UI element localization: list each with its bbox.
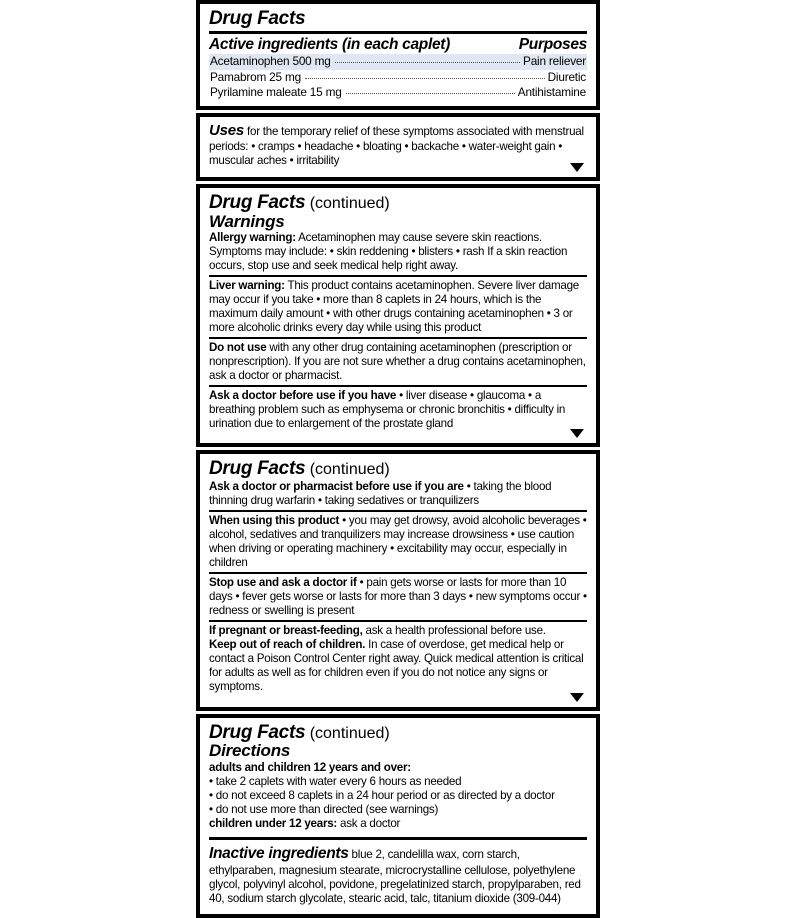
liver-warning-section [209, 275, 587, 337]
children-text: ask a doctor [337, 816, 401, 830]
ingredient-name: Pyrilamine maleate 15 mg [210, 85, 342, 100]
active-ingredients-column-header: Active ingredients (in each caplet) [209, 35, 451, 53]
liver-warning-heading: Liver warning: [209, 279, 285, 293]
drug-facts-title: Drug Facts [209, 8, 306, 29]
stop-use-section [209, 572, 587, 620]
panel-active-ingredients [196, 0, 600, 110]
inactive-ingredients-label: Inactive ingredients [209, 844, 349, 862]
overdose-text: In case of overdose, get medical help or contact a Poison Control Center right away. Quick medical attention is critical for adults as well as for children even if you do not notice any signs or symptoms. [209, 638, 584, 694]
directions-adults-heading: adults and children 12 years and over: [209, 760, 411, 774]
inactive-ingredients-text: blue 2, candelilla wax, corn starch, ethylparaben, magnesium stearate, microcrystalline cellulose, polyethylene glycol, polyvinyl alcohol, povidone, pregelatinized starch, propylparaben, red 40, sodium starch glycolate, stearic acid, talc, titanium dioxide (309-044) [209, 847, 581, 905]
ingredient-purpose: Antihistamine [517, 85, 586, 100]
purposes-column-header: Purposes [518, 35, 587, 53]
ask-doctor-pharmacist-section [209, 479, 587, 510]
pregnant-heading: If pregnant or breast-feeding, [209, 624, 363, 638]
drug-facts-title-text: Drug Facts [209, 191, 306, 213]
panel-warnings-continued [196, 450, 600, 710]
do-not-use-heading: Do not use [209, 341, 267, 355]
warnings-heading: Warnings [209, 211, 285, 231]
allergy-warning-text: Acetaminophen may cause severe skin reactions. Symptoms may include: • skin reddening • blisters • rash If a skin reaction occurs, stop use and seek medical help right away. [209, 231, 568, 273]
leader-dots [346, 93, 515, 94]
when-using-product-heading: When using this product [209, 514, 340, 528]
continued-suffix: (continued) [305, 461, 390, 479]
continued-suffix: (continued) [305, 194, 390, 212]
panel-directions [196, 714, 600, 918]
ingredient-purpose: Diuretic [547, 69, 586, 84]
leader-dots [305, 78, 545, 79]
directions-block [209, 761, 587, 831]
panel-uses [196, 113, 600, 181]
continues-arrow-icon [570, 693, 584, 702]
ask-doctor-heading: Ask a doctor before use if you have [209, 389, 397, 403]
directions-children [209, 817, 587, 831]
drug-facts-title-continued [209, 459, 587, 479]
table-row [209, 54, 587, 70]
directions-bullet: • take 2 caplets with water every 6 hours as needed [209, 774, 462, 788]
when-using-product-text: • you may get drowsy, avoid alcoholic beverages • alcohol, sedatives and tranquilizers may increase drowsiness • use caution when driving or operating machinery • excitability may occur, especially in children [209, 514, 587, 570]
drug-facts-label [196, 0, 600, 905]
drug-facts-title-text: Drug Facts [209, 721, 306, 743]
directions-bullet: • do not exceed 8 caplets in a 24 hour period or as directed by a doctor [209, 788, 555, 802]
uses-text: for the temporary relief of these symptoms associated with menstrual periods: • cramps • headache • bloating • backache • water-weight gain • muscular aches • irritability [209, 124, 584, 167]
ask-doctor-text: • liver disease • glaucoma • a breathing problem such as emphysema or chronic bronchitis • difficulty in urination due to enlargement of the prostate gland [209, 389, 566, 431]
children-heading: children under 12 years: [209, 816, 338, 830]
active-ingredients-header [209, 36, 587, 54]
directions-bullet: • do not use more than directed (see warnings) [209, 802, 439, 816]
keep-out-of-reach-heading: Keep out of reach of children. [209, 638, 366, 652]
inactive-ingredients-rule [209, 837, 587, 840]
drug-facts-title-text: Drug Facts [209, 458, 306, 480]
uses-label: Uses [209, 121, 245, 139]
when-using-product-section [209, 510, 587, 572]
leader-dots [335, 62, 520, 63]
ingredient-name: Pamabrom 25 mg [210, 69, 301, 84]
ask-doctor-pharmacist-heading: Ask a doctor or pharmacist before use if you are [209, 480, 464, 494]
allergy-warning-heading: Allergy warning: [209, 231, 296, 245]
ingredient-purpose: Pain reliever [523, 53, 586, 68]
ingredient-name: Acetaminophen 500 mg [210, 53, 331, 68]
ask-doctor-before-use-section [209, 385, 587, 433]
allergy-warning-section [209, 231, 587, 275]
pregnant-text: ask a health professional before use. [362, 624, 546, 638]
inactive-ingredients-block [209, 845, 587, 906]
drug-facts-title-continued [209, 723, 587, 743]
table-row [209, 85, 587, 101]
continues-arrow-icon [570, 429, 584, 438]
continued-suffix: (continued) [305, 724, 390, 742]
stop-use-text: • pain gets worse or lasts for more than 10 days • fever gets worse or lasts for more than 3 days • new symptoms occur • redness or swelling is present [209, 576, 587, 618]
title-rule [209, 31, 587, 34]
do-not-use-section [209, 337, 587, 385]
drug-facts-title-continued [209, 193, 587, 213]
liver-warning-text: This product contains acetaminophen. Severe liver damage may occur if you take • more than 8 caplets in 24 hours, which is the maximum daily amount • with other drugs containing acetaminophen • 3 or more alcoholic drinks every day while using this product [209, 279, 579, 335]
panel-warnings [196, 184, 600, 448]
table-row [209, 70, 587, 86]
pregnancy-overdose-section [209, 620, 587, 696]
do-not-use-text: with any other drug containing acetaminophen (prescription or nonprescription). If you are not sure whether a drug contains acetaminophen, ask a doctor or pharmacist. [209, 341, 586, 383]
directions-heading: Directions [209, 741, 291, 761]
uses-block [209, 122, 587, 168]
ask-doctor-pharmacist-text: • taking the blood thinning drug warfarin • taking sedatives or tranquilizers [209, 480, 552, 508]
continues-arrow-icon [570, 163, 584, 172]
stop-use-heading: Stop use and ask a doctor if [209, 576, 357, 590]
